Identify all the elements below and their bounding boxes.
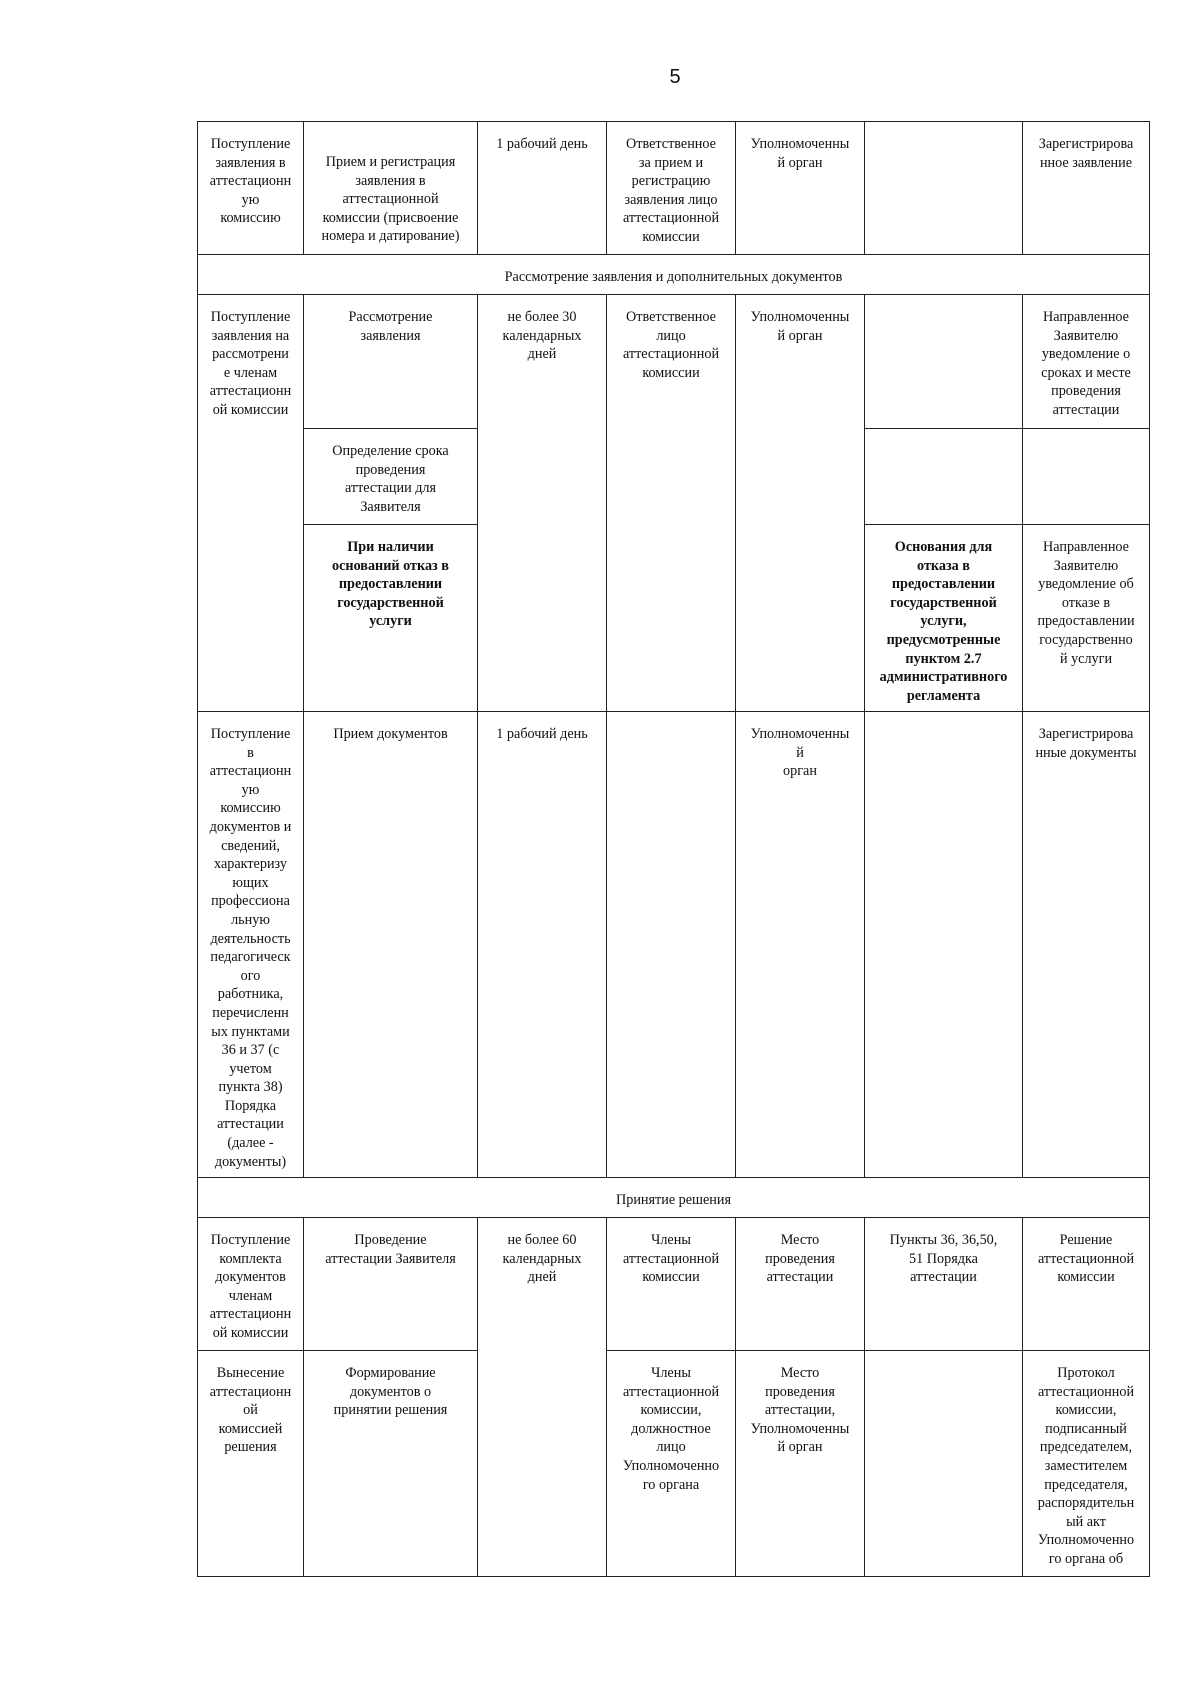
cell-result xyxy=(1023,429,1150,525)
cell-step: Вынесение аттестационн ой комиссией решения xyxy=(198,1351,304,1577)
cell-responsible: Члены аттестационной комиссии xyxy=(607,1218,736,1351)
table-row-review-1 xyxy=(198,295,1150,429)
cell-action: Определение срока проведения аттестации для Заявителя xyxy=(304,429,478,525)
cell-criteria xyxy=(865,429,1023,525)
cell-action: Проведение аттестации Заявителя xyxy=(304,1218,478,1351)
cell-step: Поступление в аттестационн ую комиссию документов и сведений, характеризу ющих профессиона льную деятельность педагогическ ого работника, перечисленн ых пунктами 36 и 37 (с учетом пункта 38) Порядка аттестации (далее - документы) xyxy=(198,712,304,1178)
table-row-registration xyxy=(198,122,1150,255)
cell-action: Прием и регистрация заявления в аттестационной комиссии (присвоение номера и датирование) xyxy=(304,122,478,255)
cell-place: Уполномоченны й орган xyxy=(736,712,865,1178)
procedure-table xyxy=(197,121,1150,1577)
table-row-decision-2 xyxy=(198,1351,1150,1577)
cell-criteria: Основания для отказа в предоставлении государственной услуги, предусмотренные пунктом 2.7 административного регламента xyxy=(865,525,1023,712)
section-title-review: Рассмотрение заявления и дополнительных документов xyxy=(198,255,1150,295)
cell-step: Поступление заявления в аттестационн ую комиссию xyxy=(198,122,304,255)
section-row-review xyxy=(198,255,1150,295)
cell-duration: 1 рабочий день xyxy=(478,122,607,255)
cell-result: Направленное Заявителю уведомление о сроках и месте проведения аттестации xyxy=(1023,295,1150,429)
cell-responsible xyxy=(607,712,736,1178)
cell-responsible: Члены аттестационной комиссии, должностное лицо Уполномоченно го органа xyxy=(607,1351,736,1577)
cell-responsible: Ответственное за прием и регистрацию заявления лицо аттестационной комиссии xyxy=(607,122,736,255)
cell-step: Поступление заявления на рассмотрени е членам аттестационн ой комиссии xyxy=(198,295,304,712)
table-row-decision-1 xyxy=(198,1218,1150,1351)
cell-criteria: Пункты 36, 36,50, 51 Порядка аттестации xyxy=(865,1218,1023,1351)
cell-result: Решение аттестационной комиссии xyxy=(1023,1218,1150,1351)
cell-result: Зарегистрирова нные документы xyxy=(1023,712,1150,1178)
cell-action: Рассмотрение заявления xyxy=(304,295,478,429)
cell-action: Формирование документов о принятии решения xyxy=(304,1351,478,1577)
cell-duration: не более 60 календарных дней xyxy=(478,1218,607,1577)
cell-result: Зарегистрирова нное заявление xyxy=(1023,122,1150,255)
cell-criteria xyxy=(865,295,1023,429)
table-row-documents xyxy=(198,712,1150,1178)
page-number: 5 xyxy=(669,66,681,88)
section-row-decision xyxy=(198,1178,1150,1218)
cell-duration: не более 30 календарных дней xyxy=(478,295,607,712)
cell-step: Поступление комплекта документов членам аттестационн ой комиссии xyxy=(198,1218,304,1351)
cell-action: Прием документов xyxy=(304,712,478,1178)
cell-place: Уполномоченны й орган xyxy=(736,295,865,712)
cell-place: Место проведения аттестации, Уполномоченны й орган xyxy=(736,1351,865,1577)
cell-result: Протокол аттестационной комиссии, подписанный председателем, заместителем председателя, распорядительн ый акт Уполномоченно го органа об xyxy=(1023,1351,1150,1577)
cell-place: Место проведения аттестации xyxy=(736,1218,865,1351)
cell-duration: 1 рабочий день xyxy=(478,712,607,1178)
cell-action: При наличии оснований отказ в предоставлении государственной услуги xyxy=(304,525,478,712)
cell-responsible: Ответственное лицо аттестационной комиссии xyxy=(607,295,736,712)
section-title-decision: Принятие решения xyxy=(198,1178,1150,1218)
cell-criteria xyxy=(865,1351,1023,1577)
cell-result: Направленное Заявителю уведомление об отказе в предоставлении государственно й услуги xyxy=(1023,525,1150,712)
cell-criteria xyxy=(865,712,1023,1178)
cell-criteria xyxy=(865,122,1023,255)
cell-place: Уполномоченны й орган xyxy=(736,122,865,255)
